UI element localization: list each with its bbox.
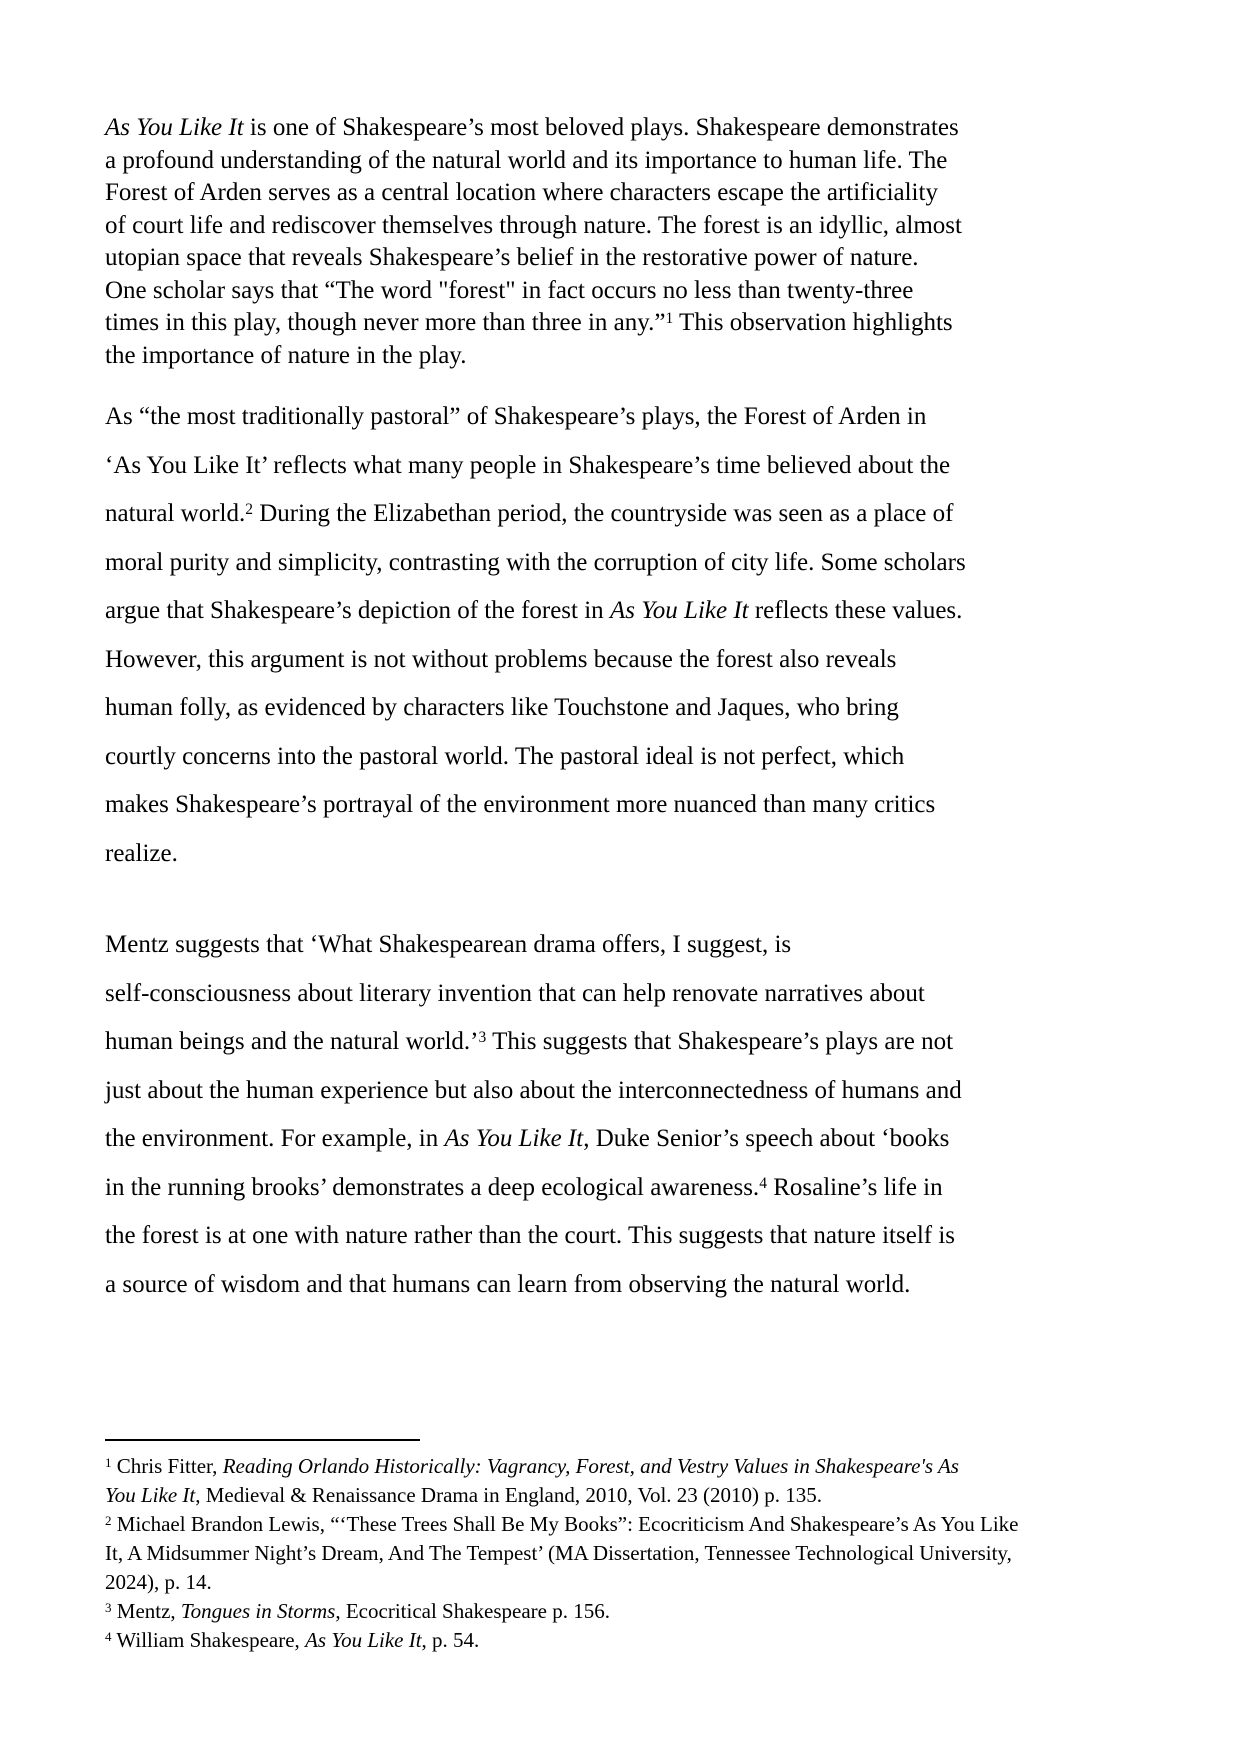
text-run: natural world. [105, 500, 246, 527]
mentz-paragraph [105, 921, 1145, 1309]
text-line [105, 490, 1145, 539]
text-run: a source of wisdom and that humans can learn from observing the natural world. [105, 1270, 911, 1298]
text-line [105, 1261, 1145, 1310]
text-run: As You Like It [105, 114, 244, 141]
text-line [105, 1626, 1145, 1655]
text-run: the environment. For example, in [105, 1125, 445, 1152]
text-run: Forest of Arden serves as a central location where characters escape the artificiality [105, 179, 938, 206]
text-line [105, 1481, 1145, 1510]
text-run: the importance of nature in the play. [105, 341, 467, 369]
text-run: As “the most traditionally pastoral” of Shakespeare’s plays, the Forest of Arden in [105, 403, 927, 430]
text-run: William Shakespeare, [111, 1628, 306, 1652]
text-line [105, 442, 1145, 491]
text-run: Mentz, [111, 1599, 181, 1623]
footnote-separator [105, 1439, 420, 1441]
text-line [105, 177, 1145, 210]
text-line [105, 210, 1145, 243]
footnote-reference: 3 [478, 1029, 487, 1047]
text-run: self-consciousness about literary invention that can help renovate narratives about [105, 979, 925, 1007]
text-line [105, 1539, 1145, 1568]
text-run: Rosaline’s life in [766, 1173, 943, 1201]
text-run: human beings and the natural world.’ [105, 1028, 479, 1055]
text-run: argue that Shakespeare’s depiction of the forest in [105, 597, 610, 624]
text-run: This suggests that Shakespeare’s plays are not [486, 1028, 954, 1055]
text-run: One scholar says that “The word "forest" in fact occurs no less than twenty-three [105, 276, 914, 304]
text-line [105, 1212, 1145, 1261]
text-run: Michael Brandon Lewis, “‘These Trees Shall Be My Books”: Ecocriticism And Shakespeare’s As You Like [111, 1512, 1019, 1536]
text-line [105, 1115, 1145, 1164]
text-run: Reading Orlando Historically: Vagrancy, Forest, and Vestry Values in Shakespeare's As [222, 1454, 959, 1478]
text-line [105, 242, 1145, 275]
footnotes [105, 1452, 1145, 1655]
text-run: , Medieval & Renaissance Drama in England, 2010, Vol. 23 (2010) p. 135. [195, 1483, 823, 1507]
text-run: As You Like It [305, 1628, 422, 1652]
text-run: You Like It [105, 1483, 196, 1507]
text-run: It, A Midsummer Night’s Dream, And The Tempest’ (MA Dissertation, Tennessee Technological University, [105, 1541, 1012, 1565]
text-run: Mentz suggests that ‘What Shakespearean drama offers, I suggest, is [105, 931, 792, 958]
text-line [105, 1452, 1145, 1481]
text-run: Tongues in Storms [180, 1599, 336, 1623]
text-line [105, 733, 1145, 782]
text-run: 2024), p. 14. [105, 1570, 212, 1594]
text-line [105, 145, 1145, 178]
text-line [105, 636, 1145, 685]
text-run: human folly, as evidenced by characters like Touchstone and Jaques, who bring [105, 694, 899, 721]
text-run: the forest is at one with nature rather than the court. This suggests that nature itself is [105, 1222, 956, 1249]
text-run: , Ecocritical Shakespeare p. 156. [335, 1599, 610, 1623]
footnote-reference: 3 [105, 1600, 112, 1616]
text-line [105, 1510, 1145, 1539]
text-line [105, 340, 1145, 373]
footnote-reference: 4 [759, 1174, 767, 1192]
text-run: ‘As You Like It’ reflects what many people in Shakespeare’s time believed about the [105, 451, 951, 479]
pastoral-paragraph [105, 393, 1145, 878]
text-line [105, 1568, 1145, 1597]
text-run: This observation highlights [673, 309, 953, 336]
intro-paragraph [105, 112, 1145, 372]
text-run: , p. 54. [421, 1628, 480, 1652]
text-run: utopian space that reveals Shakespeare’s belief in the restorative power of nature. [105, 244, 919, 271]
text-run: a profound understanding of the natural world and its importance to human life. The [105, 146, 948, 174]
text-run: Chris Fitter, [111, 1454, 223, 1478]
text-run: However, this argument is not without problems because the forest also reveals [105, 645, 897, 673]
text-run: As You Like It [444, 1125, 584, 1152]
footnote-reference: 1 [665, 310, 674, 328]
text-line [105, 1164, 1145, 1213]
text-line [105, 307, 1145, 340]
text-line [105, 1597, 1145, 1626]
footnote-reference: 1 [105, 1455, 112, 1471]
text-line [105, 684, 1145, 733]
text-line [105, 1018, 1145, 1067]
text-run: moral purity and simplicity, contrasting with the corruption of city life. Some scholars [105, 548, 966, 576]
text-run: reflects these values. [748, 597, 963, 624]
text-line [105, 830, 1145, 879]
text-line [105, 970, 1145, 1019]
text-line [105, 1067, 1145, 1116]
text-line [105, 393, 1145, 442]
text-run: is one of Shakespeare’s most beloved plays. Shakespeare demonstrates [243, 114, 959, 141]
text-line [105, 275, 1145, 308]
text-line [105, 539, 1145, 588]
text-run: in the running brooks’ demonstrates a deep ecological awareness. [105, 1173, 760, 1201]
text-run: times in this play, though never more than three in any.” [105, 309, 666, 336]
text-line [105, 921, 1145, 970]
text-run: , Duke Senior’s speech about ‘books [583, 1125, 950, 1152]
document-content [105, 112, 1145, 1655]
footnote-reference: 2 [105, 1513, 112, 1529]
text-run: As You Like It [609, 597, 749, 624]
text-line [105, 781, 1145, 830]
text-line [105, 112, 1145, 145]
text-run: During the Elizabethan period, the countryside was seen as a place of [252, 500, 954, 527]
footnote-reference: 4 [105, 1629, 112, 1645]
text-run: just about the human experience but also about the interconnectedness of humans and [105, 1076, 962, 1104]
text-run: realize. [105, 839, 178, 867]
text-run: makes Shakespeare’s portrayal of the environment more nuanced than many critics [105, 791, 936, 818]
text-line [105, 587, 1145, 636]
text-run: of court life and rediscover themselves through nature. The forest is an idyllic, almost [105, 211, 962, 239]
footnote-reference: 2 [245, 501, 253, 519]
text-run: courtly concerns into the pastoral world. The pastoral ideal is not perfect, which [105, 742, 905, 770]
